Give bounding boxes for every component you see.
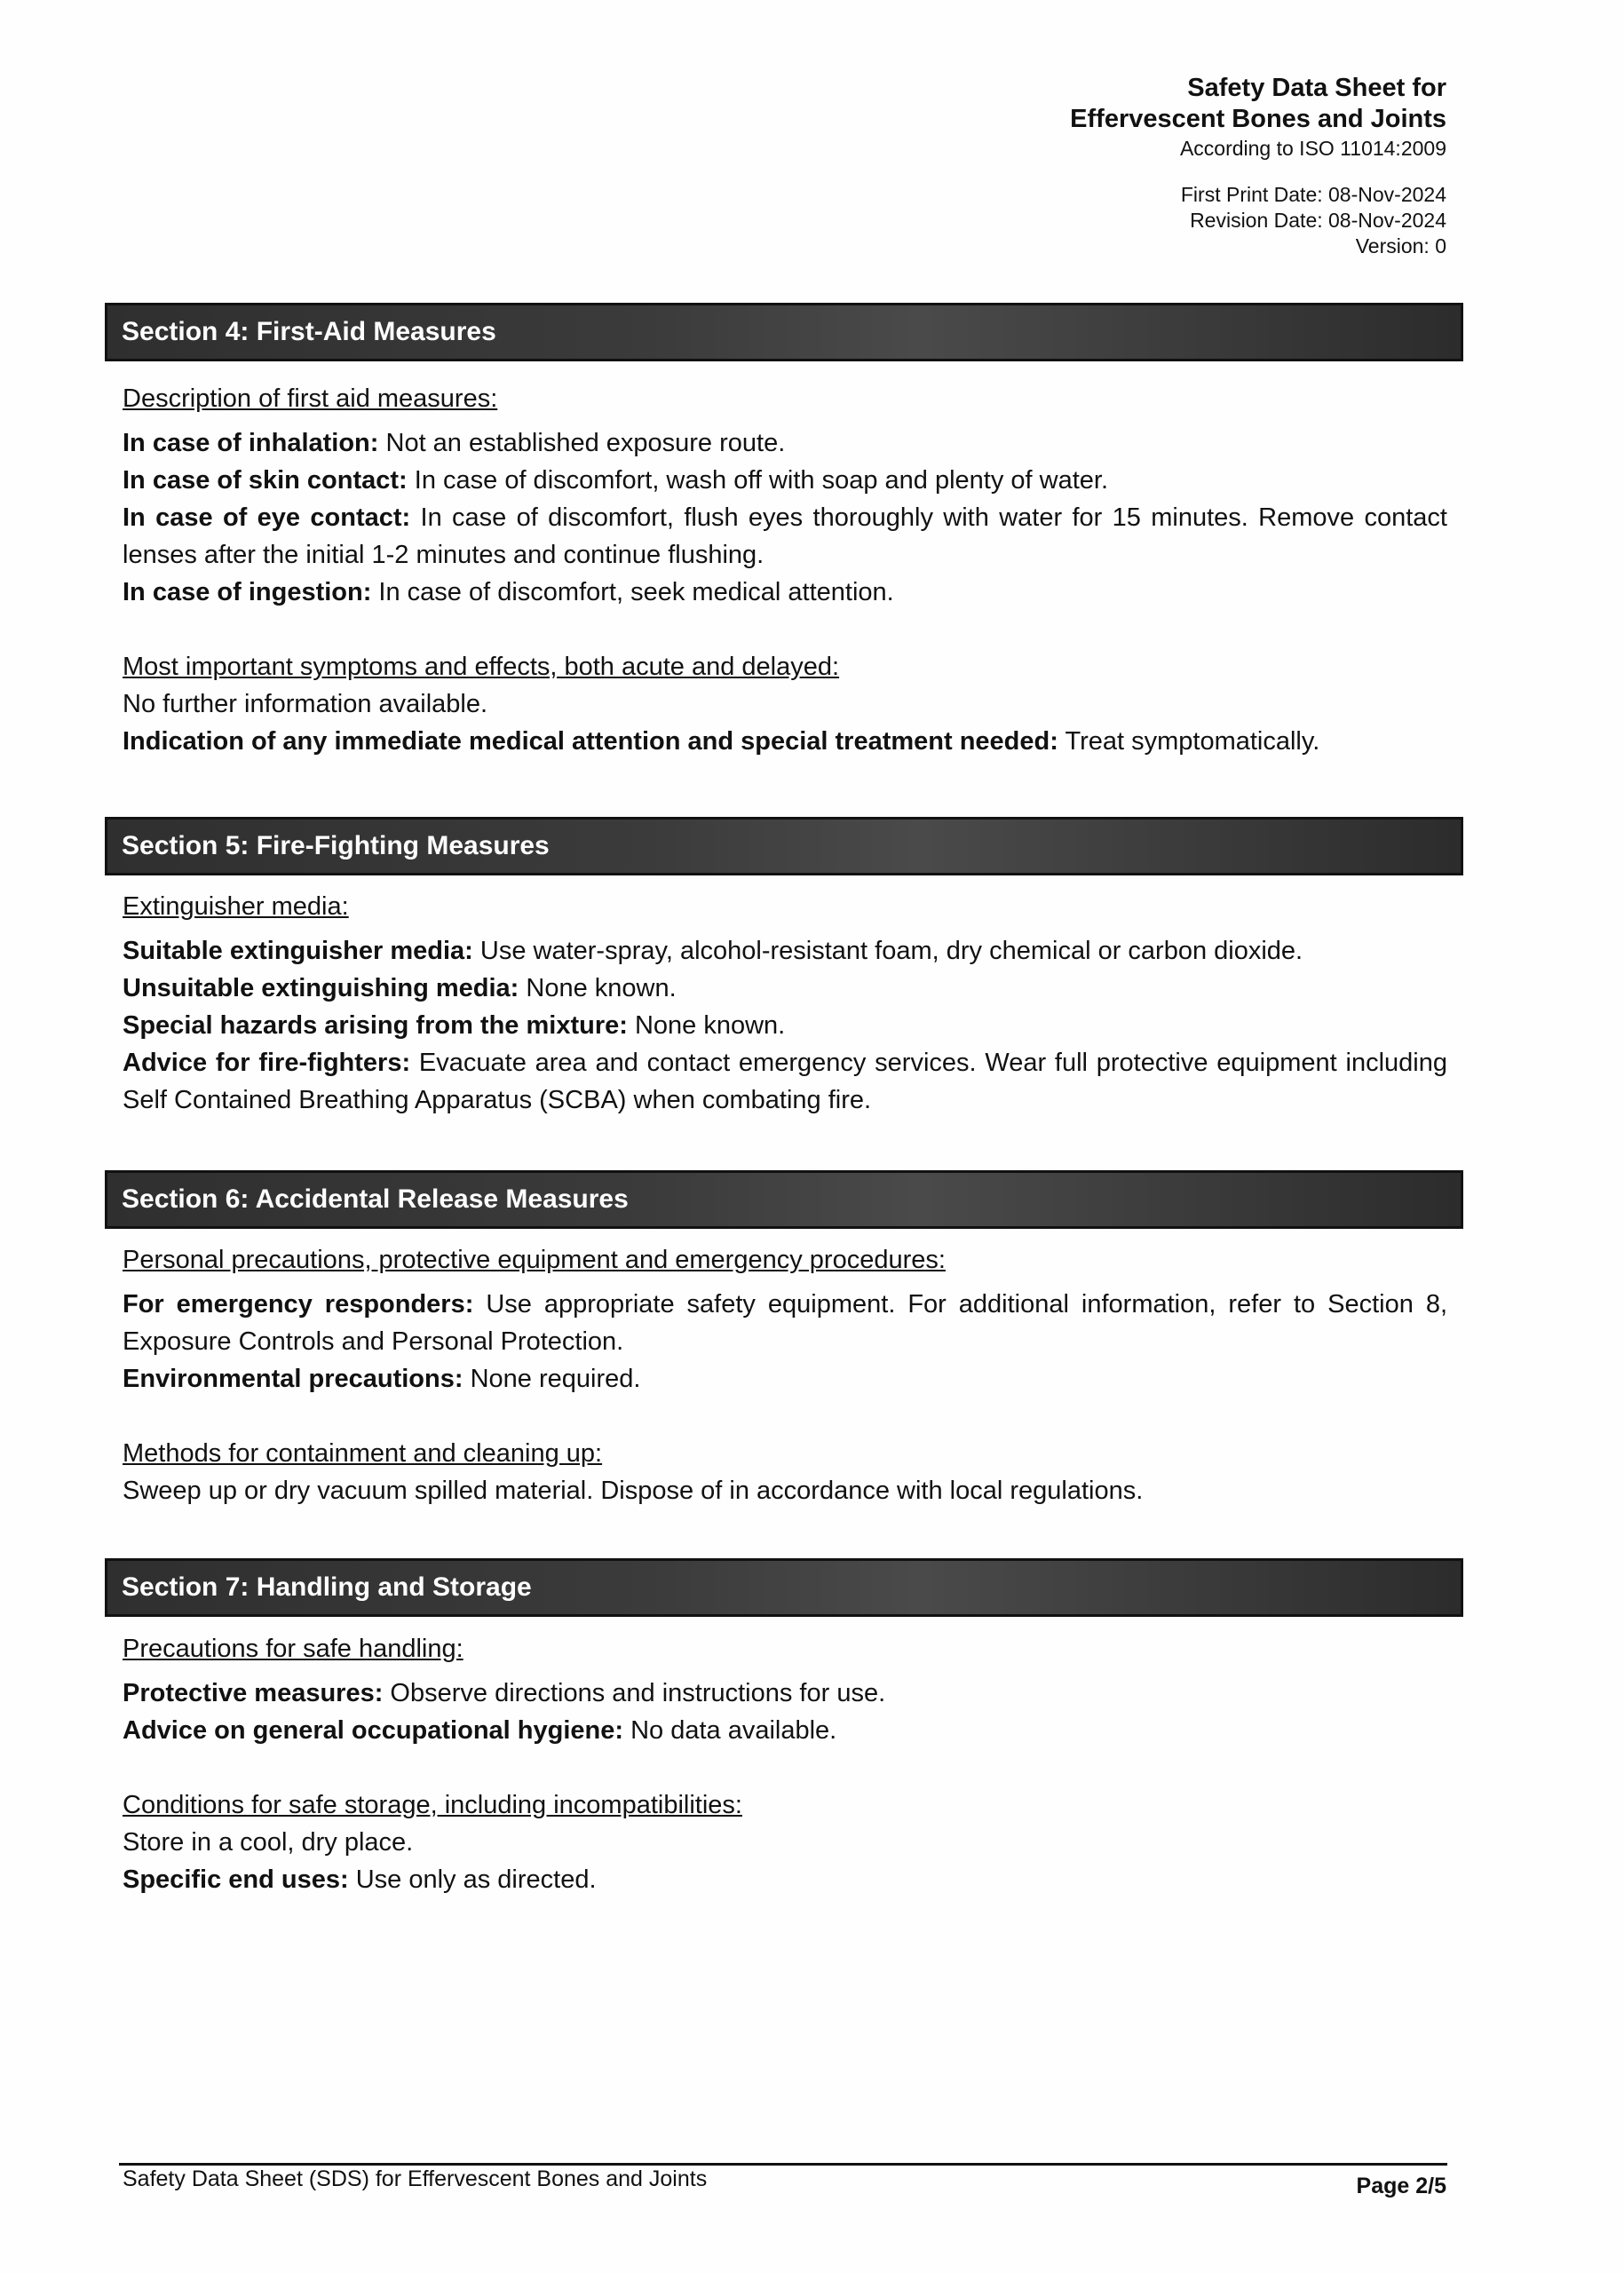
s6-methods-text: Sweep up or dry vacuum spilled material. Dispose of in accordance with local regulations. xyxy=(123,1477,1144,1505)
s6-environmental xyxy=(123,1360,1447,1398)
section-5-body xyxy=(123,888,1447,1119)
s6-env-label: Environmental precautions: xyxy=(123,1365,463,1393)
s7-hygiene-label: Advice on general occupational hygiene: xyxy=(123,1716,624,1745)
s4-subheading-symptoms: Most important symptoms and effects, both acute and delayed: xyxy=(123,653,840,681)
s5-subheading-media: Extinguisher media: xyxy=(123,892,349,921)
s4-eye-label: In case of eye contact: xyxy=(123,503,411,532)
s4-eye-text: In case of discomfort, flush eyes thoroughly with water for 15 minutes. Remove contact lenses after the initial 1-2 minutes and continue flushing. xyxy=(123,503,1447,569)
s4-subheading-description: Description of first aid measures: xyxy=(123,384,498,413)
document-header xyxy=(1070,73,1446,259)
s5-suitable xyxy=(123,932,1447,970)
header-title-line2: Effervescent Bones and Joints xyxy=(1070,105,1446,134)
s7-enduses-text: Use only as directed. xyxy=(348,1865,597,1894)
s4-indication-label: Indication of any immediate medical attention and special treatment needed: xyxy=(123,727,1058,756)
s7-store-text: Store in a cool, dry place. xyxy=(123,1828,414,1857)
section-7-body xyxy=(123,1630,1447,1898)
s7-subheading-storage: Conditions for safe storage, including incompatibilities: xyxy=(123,1791,742,1819)
section-4-header: Section 4: First-Aid Measures xyxy=(105,303,1463,361)
s4-ingestion-label: In case of ingestion: xyxy=(123,578,372,606)
s5-suitable-text: Use water-spray, alcohol-resistant foam, dry chemical or carbon dioxide. xyxy=(472,937,1303,965)
s4-ingestion-text: In case of discomfort, seek medical attention. xyxy=(371,578,894,606)
footer-title: Safety Data Sheet (SDS) for Effervescent Bones and Joints xyxy=(123,2166,708,2191)
s4-skin-label: In case of skin contact: xyxy=(123,466,408,495)
s7-enduses-label: Specific end uses: xyxy=(123,1865,349,1894)
s5-advice-label: Advice for fire-fighters: xyxy=(123,1049,411,1077)
s6-responders-text: Use appropriate safety equipment. For additional information, refer to Section 8, Exposure Controls and Personal Protection. xyxy=(123,1290,1447,1356)
s4-inhalation-text: Not an established exposure route. xyxy=(378,429,786,457)
s6-env-text: None required. xyxy=(463,1365,641,1393)
s6-responders-label: For emergency responders: xyxy=(123,1290,474,1319)
s7-protective-text: Observe directions and instructions for use. xyxy=(383,1679,886,1707)
footer-rule xyxy=(119,2163,1447,2166)
s7-hygiene-text: No data available. xyxy=(623,1716,837,1745)
s5-advice-text: Evacuate area and contact emergency services. Wear full protective equipment including Self Contained Breathing Apparatus (SCBA) when combating fire. xyxy=(123,1049,1447,1114)
s7-protective-label: Protective measures: xyxy=(123,1679,384,1707)
s5-advice xyxy=(123,1044,1447,1119)
first-print-date: First Print Date: 08-Nov-2024 xyxy=(1180,182,1446,206)
section-6-header: Section 6: Accidental Release Measures xyxy=(105,1170,1463,1229)
s4-no-info: No further information available. xyxy=(123,690,488,718)
section-7-header: Section 7: Handling and Storage xyxy=(105,1558,1463,1617)
s7-protective xyxy=(123,1675,1447,1712)
s7-enduses xyxy=(123,1861,1447,1898)
version: Version: 0 xyxy=(1355,234,1446,257)
s4-eye xyxy=(123,499,1447,574)
s6-responders xyxy=(123,1286,1447,1360)
s4-inhalation-label: In case of inhalation: xyxy=(123,429,379,457)
section-5-header: Section 5: Fire-Fighting Measures xyxy=(105,817,1463,875)
s5-special-text: None known. xyxy=(627,1011,786,1040)
header-dates xyxy=(1070,182,1446,259)
s4-skin-text: In case of discomfort, wash off with soap and plenty of water. xyxy=(407,466,1109,495)
s6-subheading-methods: Methods for containment and cleaning up: xyxy=(123,1439,603,1468)
s4-inhalation xyxy=(123,424,1447,462)
s5-special-label: Special hazards arising from the mixture: xyxy=(123,1011,628,1040)
s5-suitable-label: Suitable extinguisher media: xyxy=(123,937,473,965)
section-6-body xyxy=(123,1241,1447,1509)
s7-subheading-handling: Precautions for safe handling: xyxy=(123,1635,463,1663)
revision-date: Revision Date: 08-Nov-2024 xyxy=(1190,208,1446,232)
s5-unsuitable-label: Unsuitable extinguishing media: xyxy=(123,974,519,1002)
s4-ingestion xyxy=(123,574,1447,611)
section-4-body xyxy=(123,380,1447,760)
header-title-line1: Safety Data Sheet for xyxy=(1187,74,1446,102)
s4-indication xyxy=(123,723,1447,760)
s7-hygiene xyxy=(123,1712,1447,1749)
s5-unsuitable-text: None known. xyxy=(519,974,677,1002)
s4-indication-text: Treat symptomatically. xyxy=(1058,727,1320,756)
s5-special xyxy=(123,1007,1447,1044)
s5-unsuitable xyxy=(123,970,1447,1007)
page-number: Page 2/5 xyxy=(1356,2174,1446,2198)
s4-skin xyxy=(123,462,1447,499)
header-standard: According to ISO 11014:2009 xyxy=(1179,136,1446,160)
s6-subheading-precautions: Personal precautions, protective equipment and emergency procedures: xyxy=(123,1246,946,1274)
